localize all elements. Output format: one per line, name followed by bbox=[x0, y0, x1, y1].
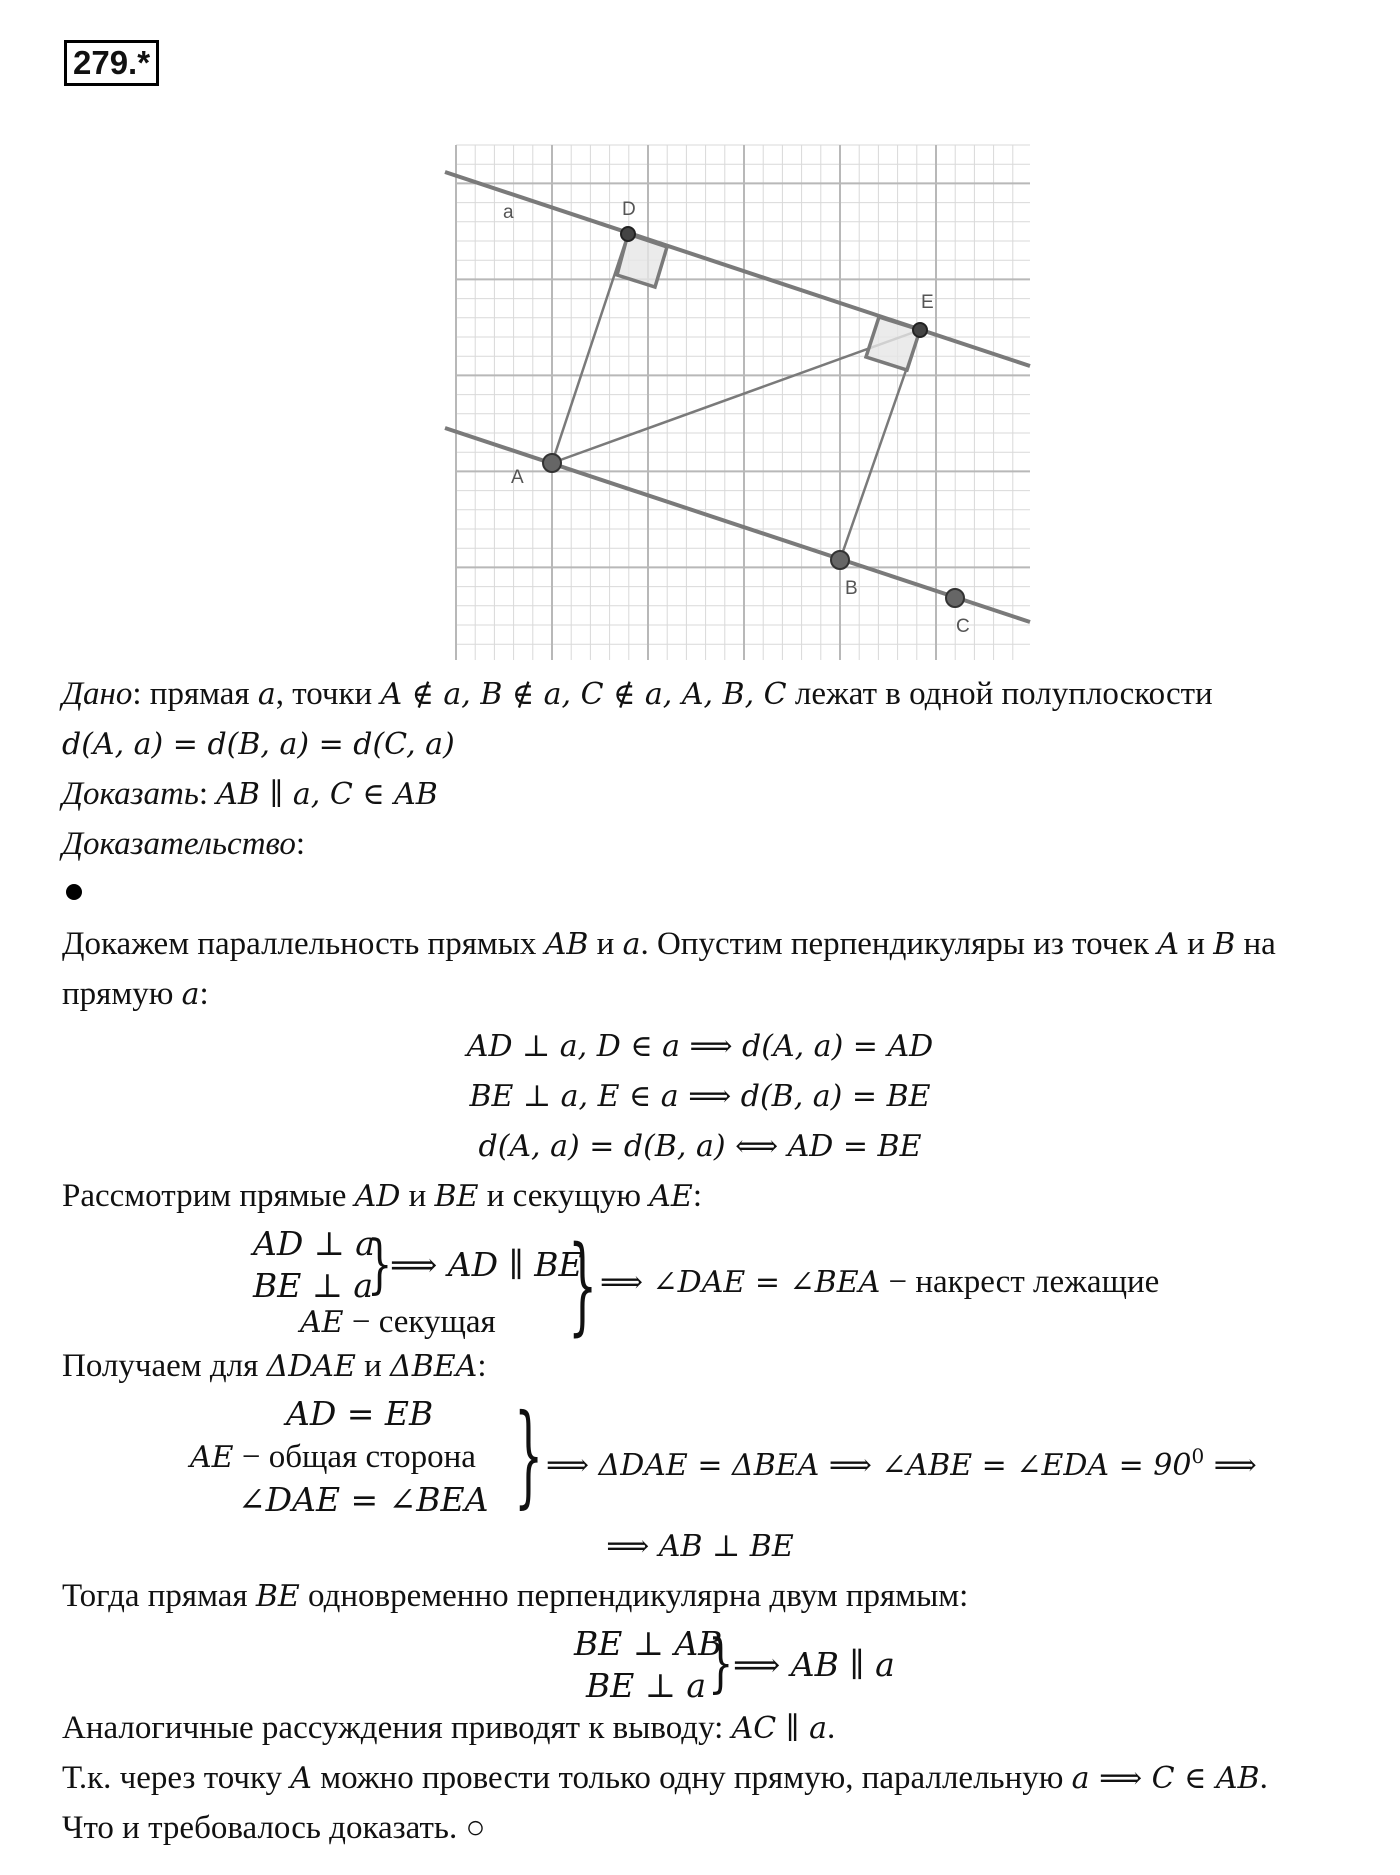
sys1-l3 bbox=[300, 1302, 496, 1343]
prove-colon: : bbox=[198, 776, 217, 812]
sys1-res: ⟹ ∠DAE = ∠BEA bbox=[600, 1265, 881, 1300]
p2-b: и секущую bbox=[478, 1178, 650, 1214]
given-text: : прямая bbox=[132, 676, 258, 712]
p4-be: BE bbox=[255, 1579, 300, 1614]
p2-a: Рассмотрим прямые bbox=[62, 1178, 355, 1214]
sys1-r1: ⟹ AD ∥ BE bbox=[390, 1245, 583, 1284]
paragraph-4 bbox=[62, 1574, 968, 1619]
label-B: B bbox=[845, 578, 858, 599]
sys2-tail: ⟹ bbox=[1204, 1448, 1257, 1483]
proof-label: Доказательство bbox=[62, 826, 296, 862]
sys3-l2: BE ⊥ a bbox=[586, 1666, 707, 1705]
sys2-l1: AD = EB bbox=[286, 1394, 434, 1433]
point-c bbox=[946, 589, 964, 607]
p3-t1: ΔDAE bbox=[266, 1349, 356, 1384]
p1-B: B bbox=[1213, 927, 1236, 962]
p3-a: Получаем для bbox=[62, 1348, 267, 1384]
given-points: , точки bbox=[275, 676, 381, 712]
sys2-l3: ∠DAE = ∠BEA bbox=[238, 1480, 489, 1519]
sys1-result bbox=[600, 1262, 1159, 1303]
paragraph-3 bbox=[62, 1344, 487, 1389]
paragraph-5 bbox=[62, 1706, 835, 1751]
segment-ae bbox=[552, 330, 920, 463]
given-distances: d(A, a) = d(B, a) = d(C, a) bbox=[62, 727, 455, 762]
geometry-figure bbox=[440, 136, 1040, 676]
paragraph-6 bbox=[62, 1756, 1268, 1801]
eq1: AD ⊥ a, D ∈ a ⟹ d(A, a) = AD bbox=[466, 1029, 934, 1064]
sys1-inner-brace: } bbox=[367, 1228, 393, 1302]
equation-2 bbox=[0, 1074, 1400, 1119]
point-d bbox=[621, 227, 635, 241]
eq3: d(A, a) = d(B, a) ⟺ AD = BE bbox=[478, 1129, 922, 1164]
p1-a: Докажем параллельность прямых bbox=[62, 926, 545, 962]
p1-line2b: a bbox=[181, 977, 200, 1012]
p1-A: A bbox=[1157, 927, 1180, 962]
sys1-ae-text: − секущая bbox=[343, 1304, 496, 1340]
paragraph-1-line-2 bbox=[62, 972, 209, 1017]
p3-and: и bbox=[355, 1348, 391, 1384]
label-A: A bbox=[511, 467, 524, 488]
p4-a: Тогда прямая bbox=[62, 1578, 256, 1614]
paragraph-7 bbox=[62, 1806, 485, 1850]
sys3-l1: BE ⊥ AB bbox=[574, 1624, 723, 1663]
p2-ae: AE bbox=[649, 1179, 693, 1214]
p1-ab: AB bbox=[544, 927, 589, 962]
label-C: C bbox=[956, 616, 970, 637]
prove-label: Доказать bbox=[62, 776, 199, 812]
sys2-brace: } bbox=[514, 1390, 544, 1520]
p1-line2c: : bbox=[199, 976, 209, 1012]
sys1-ae: AE bbox=[300, 1305, 344, 1340]
sys2-ae: AE bbox=[190, 1440, 234, 1475]
eq2: BE ⊥ a, E ∈ a ⟹ d(B, a) = BE bbox=[469, 1079, 931, 1114]
given-line-2 bbox=[62, 722, 455, 767]
sys1-l1: AD ⊥ a bbox=[253, 1224, 375, 1263]
p1-a2: a bbox=[622, 927, 641, 962]
p2-ad: AD bbox=[354, 1179, 401, 1214]
proof-colon: : bbox=[295, 826, 306, 862]
sys1-l2: BE ⊥ a bbox=[253, 1266, 374, 1305]
label-a: a bbox=[503, 202, 514, 223]
prove-line bbox=[62, 772, 438, 817]
label-e: E bbox=[921, 292, 934, 313]
label-d: D bbox=[622, 199, 636, 220]
sys2-line2: ⟹ AB ⊥ BE bbox=[606, 1529, 794, 1564]
given-a: a bbox=[257, 677, 276, 712]
given-label: Дано bbox=[62, 676, 133, 712]
sys1-outer-brace: } bbox=[568, 1222, 598, 1347]
p6-b: можно провести только одну прямую, параллельную bbox=[311, 1760, 1072, 1796]
sys3-res: ⟹ AB ∥ a bbox=[733, 1645, 895, 1684]
sys2-result bbox=[546, 1436, 1257, 1486]
p6-A: A bbox=[290, 1761, 312, 1796]
p2-c: : bbox=[692, 1178, 702, 1214]
sys3-brace: } bbox=[708, 1627, 734, 1701]
p1-and2: и bbox=[1179, 926, 1214, 962]
problem-number: 279.* bbox=[64, 40, 159, 86]
p6-math: a ⟹ C ∈ AB bbox=[1071, 1761, 1260, 1796]
p4-b: одновременно перпендикулярна двум прямым: bbox=[299, 1578, 969, 1614]
paragraph-2 bbox=[62, 1174, 702, 1219]
p2-and: и bbox=[400, 1178, 435, 1214]
point-e bbox=[913, 323, 927, 337]
given-line-1 bbox=[62, 672, 1213, 717]
equation-1 bbox=[0, 1024, 1400, 1069]
p1-b: . Опустим перпендикуляры из точек bbox=[640, 926, 1158, 962]
p1-na: на bbox=[1235, 926, 1276, 962]
given-math: A ∉ a, B ∉ a, C ∉ a, A, B, C bbox=[380, 677, 787, 712]
sys2-l2 bbox=[190, 1437, 476, 1478]
p6-c: . bbox=[1259, 1760, 1268, 1796]
bullet bbox=[66, 884, 82, 900]
paragraph-1-line-1 bbox=[62, 922, 1276, 967]
sys1-res-text: − накрест лежащие bbox=[880, 1264, 1160, 1300]
p6-a: Т.к. через точку bbox=[62, 1760, 291, 1796]
p1-and: и bbox=[588, 926, 623, 962]
p5-a: Аналогичные рассуждения приводят к выводу: bbox=[62, 1710, 732, 1746]
sys2-degree: 0 bbox=[1191, 1444, 1205, 1468]
p5-math: AC ∥ a bbox=[731, 1711, 827, 1746]
p7: Что и требовалось доказать. ○ bbox=[62, 1810, 486, 1846]
sys2-common-side: − общая сторона bbox=[233, 1439, 476, 1475]
equation-ab-perp-be bbox=[0, 1524, 1400, 1569]
p3-c: : bbox=[477, 1348, 487, 1384]
point-a bbox=[543, 454, 561, 472]
p1-line2a: прямую bbox=[62, 976, 182, 1012]
p2-be: BE bbox=[434, 1179, 479, 1214]
sys2-res: ⟹ ΔDAE = ΔBEA ⟹ ∠ABE = ∠EDA = 90 bbox=[546, 1448, 1192, 1483]
prove-math: AB ∥ a, C ∈ AB bbox=[216, 777, 438, 812]
equation-3 bbox=[0, 1124, 1400, 1169]
given-tail: лежат в одной полуплоскости bbox=[786, 676, 1213, 712]
p3-t2: ΔBEA bbox=[390, 1349, 478, 1384]
point-b bbox=[831, 551, 849, 569]
p5-b: . bbox=[827, 1710, 836, 1746]
proof-line bbox=[62, 822, 305, 866]
